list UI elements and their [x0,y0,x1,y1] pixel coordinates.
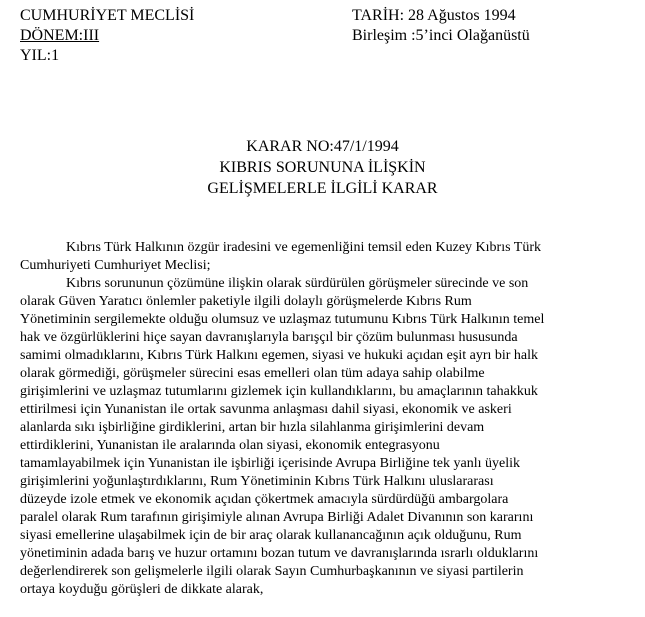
body-line: olarak görmediği, görüşmeler sürecini esas emelleri olan tüm adaya sahip olabilme [20,366,485,381]
body-line: ettirdiklerini, Yunanistan ile aralarında olan siyasi, ekonomik entegrasyonu [20,438,440,453]
body-line: samimi olmadıklarını, Kıbrıs Türk Halkını egemen, siyasi ve hukuki açıdan eşit ayrı bir halk [20,348,539,363]
body-line: yönetiminin adada barış ve huzur ortamını bozan tutum ve davranışlarında ısrarlı olduklarını [20,546,539,561]
body-line: siyasi emellerine ulaşabilmek için de bir araç olarak kullanancağının açık olduğunu, Rum [20,528,522,543]
body-line: Yönetiminin sergilemekte olduğu olumsuz ve uzlaşmaz tutumunu Kıbrıs Türk Halkının temel [20,312,545,327]
body-line: girişimlerini yoğunlaştırdıklarını, Rum Yönetiminin Kıbrıs Türk Halkını uluslararası [20,474,494,489]
body-line: alanlarda sıkı işbirliğine girdiklerini, artan bir hızla silahlanma girişimlerini devam [20,420,485,435]
header-left [20,6,194,66]
resolution-title [0,136,645,199]
body-line: hak ve özgürlüklerini hiçe sayan davranışlarıyla barışçıl bir çözüm bulunması hususunda [20,330,518,345]
date-label: TARİH: 28 Ağustos 1994 [352,7,516,24]
body-line: olarak Güven Yaratıcı önlemler paketiyle ilgili dolaylı görüşmelerde Kıbrıs Rum [20,294,472,309]
body-line: değerlendirerek son gelişmelerle ilgili olarak Sayın Cumhurbaşkanının ve siyasi partilerin [20,564,524,579]
year-label: YIL:1 [20,47,60,64]
body-line: girişimlerini ve uzlaşmaz tutumlarını gizlemek için kullandıklarını, bu amaçlarının tahakkuk [20,384,538,399]
title-line-1: KIBRIS SORUNUNA İLİŞKİN [219,159,426,176]
term-label: DÖNEM:III [20,27,100,44]
body-line: tamamlayabilmek için Yunanistan ile işbirliği içerisinde Avrupa Birliğine tek yanlı üyelik [20,456,520,471]
session-label: Birleşim :5’inci Olağanüstü [352,27,530,44]
body-line: ortaya koyduğu görüşleri de dikkate alarak, [20,582,264,597]
body-line: Kıbrıs Türk Halkının özgür iradesini ve egemenliğini temsil eden Kuzey Kıbrıs Türk [66,240,541,255]
body-line: ettirilmesi için Yunanistan ile ortak savunma anlaşması dahil siyasi, ekonomik ve askeri [20,402,512,417]
title-line-2: GELİŞMELERLE İLGİLİ KARAR [207,180,438,197]
assembly-name: CUMHURİYET MECLİSİ [20,7,195,24]
body-line: paralel olarak Rum tarafının girişimiyle alınan Avrupa Birliği Adalet Divanının son kararını [20,510,534,525]
decision-number: KARAR NO:47/1/1994 [246,138,399,155]
body-line: düzeyde izole etmek ve ekonomik açıdan çökertmek amacıyla sürdürdüğü ambargolara [20,492,509,507]
resolution-body [20,239,628,599]
body-line: Kıbrıs sorununun çözümüne ilişkin olarak sürdürülen görüşmeler sürecinde ve son [66,276,529,291]
body-line: Cumhuriyeti Cumhuriyet Meclisi; [20,258,211,273]
header-right [352,6,530,46]
